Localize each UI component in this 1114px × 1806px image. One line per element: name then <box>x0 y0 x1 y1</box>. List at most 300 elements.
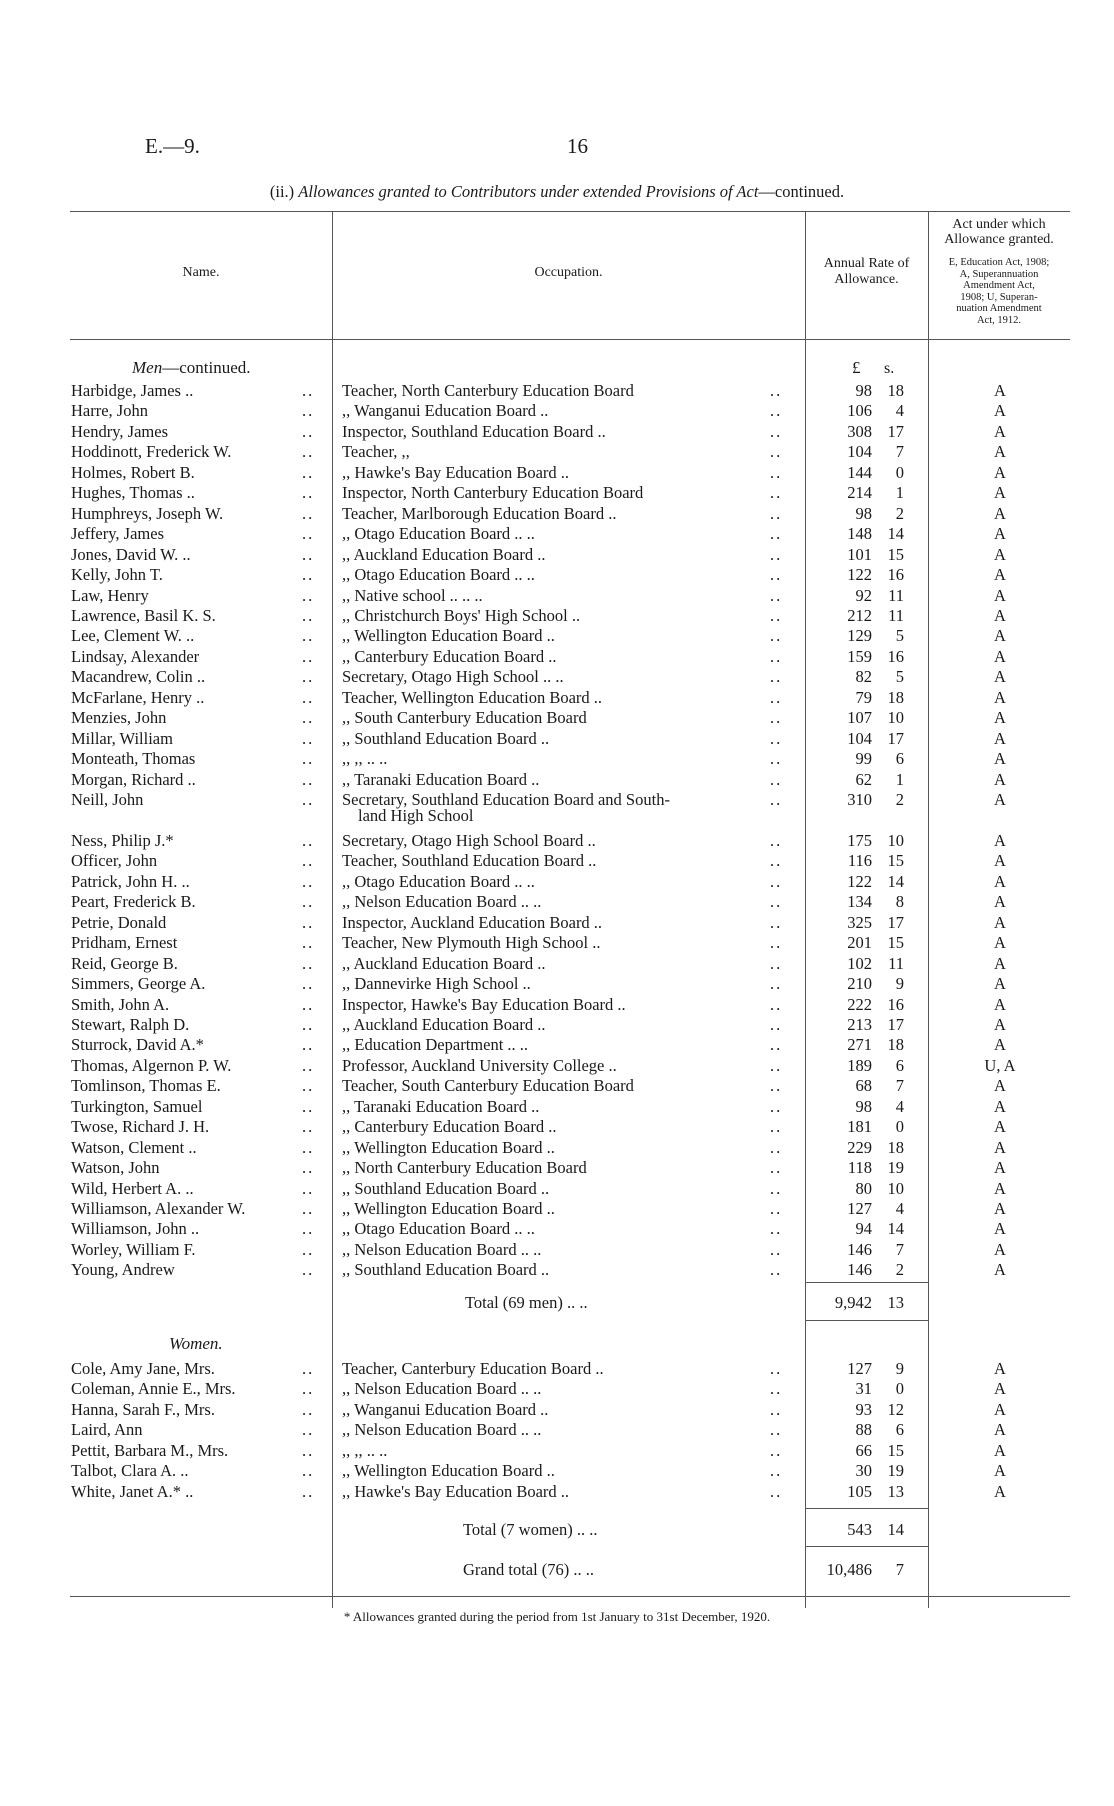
name-cell: Coleman, Annie E., Mrs. <box>71 1379 236 1399</box>
table-row <box>0 1056 1114 1076</box>
act-cell: A <box>994 1219 1006 1239</box>
name-leader-dots: .. <box>302 1260 315 1280</box>
occupation-cell: ,, Wellington Education Board .. <box>342 1137 555 1157</box>
occupation-cell: ,, Canterbury Education Board .. <box>342 1117 557 1137</box>
pounds-cell: 144 <box>847 462 872 482</box>
table-row <box>0 647 1114 667</box>
men-total-shillings: 13 <box>887 1293 904 1312</box>
pounds-cell: 106 <box>847 401 872 421</box>
shillings-cell: 4 <box>895 401 904 421</box>
pounds-cell: 134 <box>847 892 872 912</box>
act-key-line-1: E, Education Act, 1908; <box>948 257 1050 268</box>
name-leader-dots: .. <box>302 1076 315 1096</box>
shillings-cell: 15 <box>887 544 904 564</box>
name-cell: Hughes, Thomas .. <box>71 483 195 503</box>
table-row <box>0 729 1114 749</box>
name-leader-dots: .. <box>302 1219 315 1239</box>
act-cell: A <box>994 626 1006 646</box>
name-leader-dots: .. <box>302 381 315 400</box>
occupation-leader-dots: .. <box>770 421 783 441</box>
name-leader-dots: .. <box>302 769 315 789</box>
footnote: * Allowances granted during the period from 1st January to 31st December, 1920. <box>343 1609 771 1624</box>
shillings-cell: 10 <box>887 1178 904 1198</box>
shillings-cell: 14 <box>887 1219 904 1239</box>
name-cell: Millar, William <box>71 728 173 748</box>
pounds-cell: 201 <box>847 933 872 953</box>
table-row <box>0 422 1114 442</box>
table-row <box>0 1441 1114 1461</box>
pounds-cell: 98 <box>855 1096 872 1116</box>
name-cell: Young, Andrew <box>71 1260 175 1280</box>
name-cell: Neill, John <box>71 790 144 809</box>
shillings-cell: 4 <box>895 1199 904 1218</box>
table-row <box>0 524 1114 544</box>
act-cell: A <box>994 1199 1006 1218</box>
occupation-cell: ,, Otago Education Board .. .. <box>342 524 535 544</box>
table-row <box>0 1400 1114 1420</box>
act-header-line-2: Allowance granted. <box>944 232 1054 247</box>
occupation-cell: Teacher, Canterbury Education Board .. <box>342 1359 604 1378</box>
name-leader-dots: .. <box>302 687 315 707</box>
name-cell: Hanna, Sarah F., Mrs. <box>71 1399 215 1419</box>
shillings-cell: 6 <box>895 749 904 769</box>
pounds-cell: 92 <box>855 585 872 605</box>
occupation-cell: ,, Education Department .. .. <box>342 1035 529 1055</box>
occupation-leader-dots: .. <box>770 462 783 482</box>
occupation-cell: ,, Wanganui Education Board .. <box>342 1399 549 1419</box>
pounds-cell: 189 <box>847 1055 872 1075</box>
occupation-leader-dots: .. <box>770 442 783 462</box>
act-cell: A <box>994 994 1006 1014</box>
occupation-leader-dots: .. <box>770 381 783 400</box>
pounds-cell: 271 <box>847 1035 872 1055</box>
pounds-cell: 101 <box>847 544 872 564</box>
occupation-cell: ,, ,, .. .. <box>342 1440 388 1460</box>
table-row <box>0 770 1114 790</box>
act-cell: A <box>994 1359 1006 1378</box>
act-cell: A <box>994 524 1006 544</box>
name-leader-dots: .. <box>302 1055 315 1075</box>
occupation-leader-dots: .. <box>770 1076 783 1096</box>
occupation-leader-dots: .. <box>770 626 783 646</box>
occupation-cell: ,, Wellington Education Board .. <box>342 1199 555 1218</box>
table-row <box>0 442 1114 462</box>
table-row <box>0 1199 1114 1219</box>
occupation-cell: ,, Southland Education Board .. <box>342 728 550 748</box>
name-leader-dots: .. <box>302 483 315 503</box>
occupation-leader-dots: .. <box>770 953 783 973</box>
name-leader-dots: .. <box>302 462 315 482</box>
occupation-leader-dots: .. <box>770 1137 783 1157</box>
pounds-cell: 146 <box>847 1239 872 1259</box>
act-key-line-3: Amendment Act, <box>963 280 1035 291</box>
table-row <box>0 1240 1114 1260</box>
name-cell: Patrick, John H. .. <box>71 871 190 891</box>
shillings-cell: 1 <box>895 483 904 503</box>
occupation-leader-dots: .. <box>770 1158 783 1178</box>
table-row <box>0 1117 1114 1137</box>
shillings-cell: 18 <box>887 1035 904 1055</box>
pounds-cell: 127 <box>847 1199 872 1218</box>
name-leader-dots: .. <box>302 1035 315 1055</box>
name-cell: Hoddinott, Frederick W. <box>71 442 232 462</box>
occupation-leader-dots: .. <box>770 544 783 564</box>
occupation-leader-dots: .. <box>770 401 783 421</box>
shillings-cell: 2 <box>895 503 904 523</box>
pounds-cell: 122 <box>847 871 872 891</box>
act-cell: A <box>994 769 1006 789</box>
occupation-leader-dots: .. <box>770 646 783 666</box>
name-cell: White, Janet A.* .. <box>71 1481 194 1501</box>
occupation-cell: ,, Christchurch Boys' High School .. <box>342 605 581 625</box>
occupation-leader-dots: .. <box>770 871 783 891</box>
occupation-cell: ,, Nelson Education Board .. .. <box>342 1420 542 1440</box>
shillings-cell: 18 <box>887 687 904 707</box>
name-cell: Turkington, Samuel <box>71 1096 203 1116</box>
table-row <box>0 667 1114 687</box>
name-cell: Peart, Frederick B. <box>71 892 196 912</box>
occupation-cell: ,, Otago Education Board .. .. <box>342 1219 535 1239</box>
pounds-cell: 94 <box>855 1219 872 1239</box>
pounds-cell: 210 <box>847 974 872 994</box>
name-cell: Tomlinson, Thomas E. <box>71 1076 221 1096</box>
name-cell: Lee, Clement W. .. <box>71 626 195 646</box>
title-prefix: (ii.) <box>269 182 299 201</box>
act-key-line-5: nuation Amendment <box>956 303 1042 314</box>
women-total-label: Total (7 women) .. .. <box>463 1520 598 1539</box>
name-cell: Talbot, Clara A. .. <box>71 1461 189 1481</box>
name-cell: Thomas, Algernon P. W. <box>71 1055 232 1075</box>
occupation-cell: Teacher, Wellington Education Board .. <box>342 687 603 707</box>
name-cell: McFarlane, Henry .. <box>71 687 205 707</box>
occupation-leader-dots: .. <box>770 687 783 707</box>
shillings-cell: 5 <box>895 667 904 687</box>
act-key-line-6: Act, 1912. <box>976 314 1022 326</box>
occupation-cell: ,, Wellington Education Board .. <box>342 1461 555 1481</box>
title-suffix: —continued. <box>758 182 845 201</box>
occupation-leader-dots: .. <box>770 1096 783 1116</box>
act-cell: A <box>994 1014 1006 1034</box>
occupation-cell: ,, Dannevirke High School .. <box>342 974 531 994</box>
occupation-cell: ,, Nelson Education Board .. .. <box>342 892 542 912</box>
occupation-cell: ,, South Canterbury Education Board <box>342 708 587 728</box>
table-title <box>0 182 1114 202</box>
pounds-cell: 68 <box>855 1076 872 1096</box>
name-cell: Cole, Amy Jane, Mrs. <box>71 1359 215 1378</box>
pounds-cell: 105 <box>847 1481 872 1501</box>
occupation-cell: ,, Hawke's Bay Education Board .. <box>342 1481 570 1501</box>
pounds-cell: 107 <box>847 708 872 728</box>
occupation-leader-dots: .. <box>770 1379 783 1399</box>
name-cell: Wild, Herbert A. .. <box>71 1178 194 1198</box>
name-leader-dots: .. <box>302 646 315 666</box>
name-cell: Pettit, Barbara M., Mrs. <box>71 1440 229 1460</box>
occupation-leader-dots: .. <box>770 1420 783 1440</box>
act-cell: A <box>994 974 1006 994</box>
pounds-cell: 148 <box>847 524 872 544</box>
name-cell: Humphreys, Joseph W. <box>71 503 224 523</box>
name-leader-dots: .. <box>302 933 315 953</box>
women-section-heading: Women. <box>169 1334 223 1353</box>
name-cell: Petrie, Donald <box>71 912 167 932</box>
pounds-cell: 146 <box>847 1260 872 1280</box>
occupation-cell: Inspector, North Canterbury Education Board <box>342 483 644 503</box>
name-cell: Lawrence, Basil K. S. <box>71 605 216 625</box>
name-cell: Officer, John <box>71 851 158 871</box>
act-cell: A <box>994 830 1006 850</box>
act-cell: A <box>994 871 1006 891</box>
name-leader-dots: .. <box>302 974 315 994</box>
pounds-cell: 98 <box>855 381 872 400</box>
shillings-cell: 2 <box>895 790 904 809</box>
name-cell: Holmes, Robert B. <box>71 462 195 482</box>
pounds-cell: 88 <box>855 1420 872 1440</box>
title-text: Allowances granted to Contributors under extended Provisions of Act <box>298 182 759 201</box>
shillings-cell: 15 <box>887 851 904 871</box>
name-leader-dots: .. <box>302 1461 315 1481</box>
shillings-cell: 0 <box>895 1379 904 1399</box>
table-row <box>0 851 1114 871</box>
act-cell: A <box>994 1461 1006 1481</box>
pounds-cell: 214 <box>847 483 872 503</box>
table-row <box>0 504 1114 524</box>
table-row <box>0 995 1114 1015</box>
shillings-cell: 16 <box>887 994 904 1014</box>
occupation-leader-dots: .. <box>770 1219 783 1239</box>
act-cell: A <box>994 1117 1006 1137</box>
name-cell: Pridham, Ernest <box>71 933 178 953</box>
pounds-cell: 122 <box>847 565 872 585</box>
table-row <box>0 913 1114 933</box>
shillings-cell: 11 <box>888 585 904 605</box>
act-cell: A <box>994 1158 1006 1178</box>
act-cell: A <box>994 1260 1006 1280</box>
occupation-leader-dots: .. <box>770 1199 783 1218</box>
pounds-cell: 30 <box>855 1461 872 1481</box>
table-row <box>0 933 1114 953</box>
shillings-cell: 11 <box>888 605 904 625</box>
act-cell: A <box>994 1035 1006 1055</box>
occupation-leader-dots: .. <box>770 769 783 789</box>
table-row <box>0 626 1114 646</box>
act-key-line-4: 1908; U, Superan- <box>960 291 1038 303</box>
table-row <box>0 974 1114 994</box>
name-leader-dots: .. <box>302 912 315 932</box>
occupation-leader-dots: .. <box>770 1055 783 1075</box>
occupation-cell: Teacher, ,, <box>342 442 410 462</box>
table-row <box>0 606 1114 626</box>
pounds-cell: 129 <box>847 626 872 646</box>
act-cell: A <box>994 1076 1006 1096</box>
pounds-cell: 31 <box>855 1379 872 1399</box>
occupation-cell: ,, Wellington Education Board .. <box>342 626 555 646</box>
pounds-cell: 175 <box>847 830 872 850</box>
act-cell: A <box>994 851 1006 871</box>
name-cell: Kelly, John T. <box>71 565 163 585</box>
act-cell: A <box>994 790 1006 809</box>
name-cell: Watson, John <box>71 1158 160 1178</box>
column-header-act <box>928 217 1070 247</box>
pounds-cell: 98 <box>855 503 872 523</box>
act-cell: A <box>994 483 1006 503</box>
table-row <box>0 1379 1114 1399</box>
document-code: E.—9. <box>145 134 200 158</box>
shillings-cell: 16 <box>887 646 904 666</box>
name-leader-dots: .. <box>302 565 315 585</box>
name-cell: Harbidge, James .. <box>71 381 194 400</box>
table-row <box>0 1359 1114 1379</box>
shillings-cell: 10 <box>887 708 904 728</box>
name-cell: Laird, Ann <box>71 1420 143 1440</box>
men-total-label: Total (69 men) .. .. <box>465 1293 588 1312</box>
occupation-cell: Secretary, Otago High School .. .. <box>342 667 564 687</box>
name-cell: Lindsay, Alexander <box>71 646 200 666</box>
table-row <box>0 831 1114 851</box>
name-leader-dots: .. <box>302 626 315 646</box>
table-row <box>0 545 1114 565</box>
occupation-leader-dots: .. <box>770 1014 783 1034</box>
pounds-cell: 99 <box>855 749 872 769</box>
name-leader-dots: .. <box>302 605 315 625</box>
name-leader-dots: .. <box>302 524 315 544</box>
shillings-cell: 18 <box>887 381 904 400</box>
shillings-cell: 0 <box>895 462 904 482</box>
shillings-cell: 17 <box>887 421 904 441</box>
name-leader-dots: .. <box>302 728 315 748</box>
name-leader-dots: .. <box>302 1359 315 1378</box>
name-leader-dots: .. <box>302 1158 315 1178</box>
occupation-cell: ,, Canterbury Education Board .. <box>342 646 557 666</box>
occupation-leader-dots: .. <box>770 524 783 544</box>
pounds-cell: 79 <box>855 687 872 707</box>
column-header-rate <box>805 256 928 288</box>
name-cell: Hendry, James <box>71 421 168 441</box>
shillings-cell: 2 <box>895 1260 904 1280</box>
table-bottom-rule <box>70 1596 1070 1597</box>
occupation-cell: ,, Auckland Education Board .. <box>342 1014 546 1034</box>
shillings-cell: 17 <box>887 1014 904 1034</box>
occupation-leader-dots: .. <box>770 933 783 953</box>
name-cell: Twose, Richard J. H. <box>71 1117 210 1137</box>
occupation-leader-dots: .. <box>770 1461 783 1481</box>
men-total-pounds: 9,942 <box>834 1293 872 1312</box>
name-leader-dots: .. <box>302 1014 315 1034</box>
table-row <box>0 749 1114 769</box>
act-cell: A <box>994 1440 1006 1460</box>
table-row <box>0 381 1114 401</box>
occupation-cell: Teacher, Southland Education Board .. <box>342 851 597 871</box>
name-leader-dots: .. <box>302 1137 315 1157</box>
shillings-cell: 12 <box>887 1399 904 1419</box>
occupation-leader-dots: .. <box>770 1359 783 1378</box>
pounds-cell: 102 <box>847 953 872 973</box>
occupation-cell: ,, Otago Education Board .. .. <box>342 565 535 585</box>
occupation-cell: ,, Nelson Education Board .. .. <box>342 1379 542 1399</box>
act-cell: A <box>994 1178 1006 1198</box>
act-cell: A <box>994 421 1006 441</box>
act-cell: A <box>994 1379 1006 1399</box>
table-row <box>0 1420 1114 1440</box>
shillings-cell: 13 <box>887 1481 904 1501</box>
occupation-cell: Teacher, New Plymouth High School .. <box>342 933 601 953</box>
name-leader-dots: .. <box>302 1481 315 1501</box>
occupation-leader-dots: .. <box>770 994 783 1014</box>
page-number: 16 <box>567 134 588 158</box>
women-total-rule-bottom <box>806 1546 928 1547</box>
shillings-cell: 15 <box>887 1440 904 1460</box>
table-row <box>0 586 1114 606</box>
table-row <box>0 1158 1114 1178</box>
occupation-cell: ,, Auckland Education Board .. <box>342 953 546 973</box>
name-leader-dots: .. <box>302 851 315 871</box>
name-leader-dots: .. <box>302 421 315 441</box>
occupation-cell: ,, Southland Education Board .. <box>342 1260 550 1280</box>
pounds-cell: 104 <box>847 442 872 462</box>
occupation-cell: ,, Nelson Education Board .. .. <box>342 1239 542 1259</box>
occupation-cell: ,, Taranaki Education Board .. <box>342 1096 540 1116</box>
pounds-cell: 104 <box>847 728 872 748</box>
act-cell: A <box>994 728 1006 748</box>
shillings-cell: 7 <box>895 442 904 462</box>
occupation-cell: ,, ,, .. .. <box>342 749 388 769</box>
act-cell: A <box>994 1420 1006 1440</box>
table-row <box>0 892 1114 912</box>
name-cell: Worley, William F. <box>71 1239 196 1259</box>
pounds-cell: 308 <box>847 421 872 441</box>
men-label-suffix: —continued. <box>162 358 251 377</box>
act-cell: A <box>994 1096 1006 1116</box>
column-header-name: Name. <box>182 265 220 280</box>
act-column-top-rule <box>930 211 1070 212</box>
act-cell: A <box>994 462 1006 482</box>
name-leader-dots: .. <box>302 544 315 564</box>
women-total-pounds: 543 <box>847 1520 872 1539</box>
table-row <box>0 1179 1114 1199</box>
shillings-cell: 19 <box>887 1158 904 1178</box>
shillings-cell: 17 <box>887 728 904 748</box>
table-row <box>0 1035 1114 1055</box>
act-cell: A <box>994 605 1006 625</box>
name-cell: Reid, George B. <box>71 953 178 973</box>
occupation-leader-dots: .. <box>770 1239 783 1259</box>
name-cell: Law, Henry <box>71 585 149 605</box>
occupation-leader-dots: .. <box>770 912 783 932</box>
shillings-cell: 6 <box>895 1420 904 1440</box>
shillings-cell: 7 <box>895 1076 904 1096</box>
occupation-cell: ,, Native school .. .. .. <box>342 585 483 605</box>
name-leader-dots: .. <box>302 1117 315 1137</box>
act-cell: A <box>994 933 1006 953</box>
act-cell: A <box>994 667 1006 687</box>
shillings-cell: 4 <box>895 1096 904 1116</box>
name-cell: Monteath, Thomas <box>71 749 196 769</box>
occupation-cell: ,, Wanganui Education Board .. <box>342 401 549 421</box>
act-cell: A <box>994 708 1006 728</box>
shillings-cell: 11 <box>888 953 904 973</box>
occupation-leader-dots: .. <box>770 1481 783 1501</box>
women-total-shillings: 14 <box>887 1520 904 1539</box>
occupation-cell: Inspector, Auckland Education Board .. <box>342 912 603 932</box>
shillings-cell: 1 <box>895 769 904 789</box>
act-cell: A <box>994 544 1006 564</box>
occupation-leader-dots: .. <box>770 1440 783 1460</box>
name-leader-dots: .. <box>302 585 315 605</box>
shillings-cell: 7 <box>895 1239 904 1259</box>
shillings-cell: 9 <box>895 1359 904 1378</box>
pounds-cell: 212 <box>847 605 872 625</box>
pounds-cell: 127 <box>847 1359 872 1378</box>
act-cell: A <box>994 381 1006 400</box>
